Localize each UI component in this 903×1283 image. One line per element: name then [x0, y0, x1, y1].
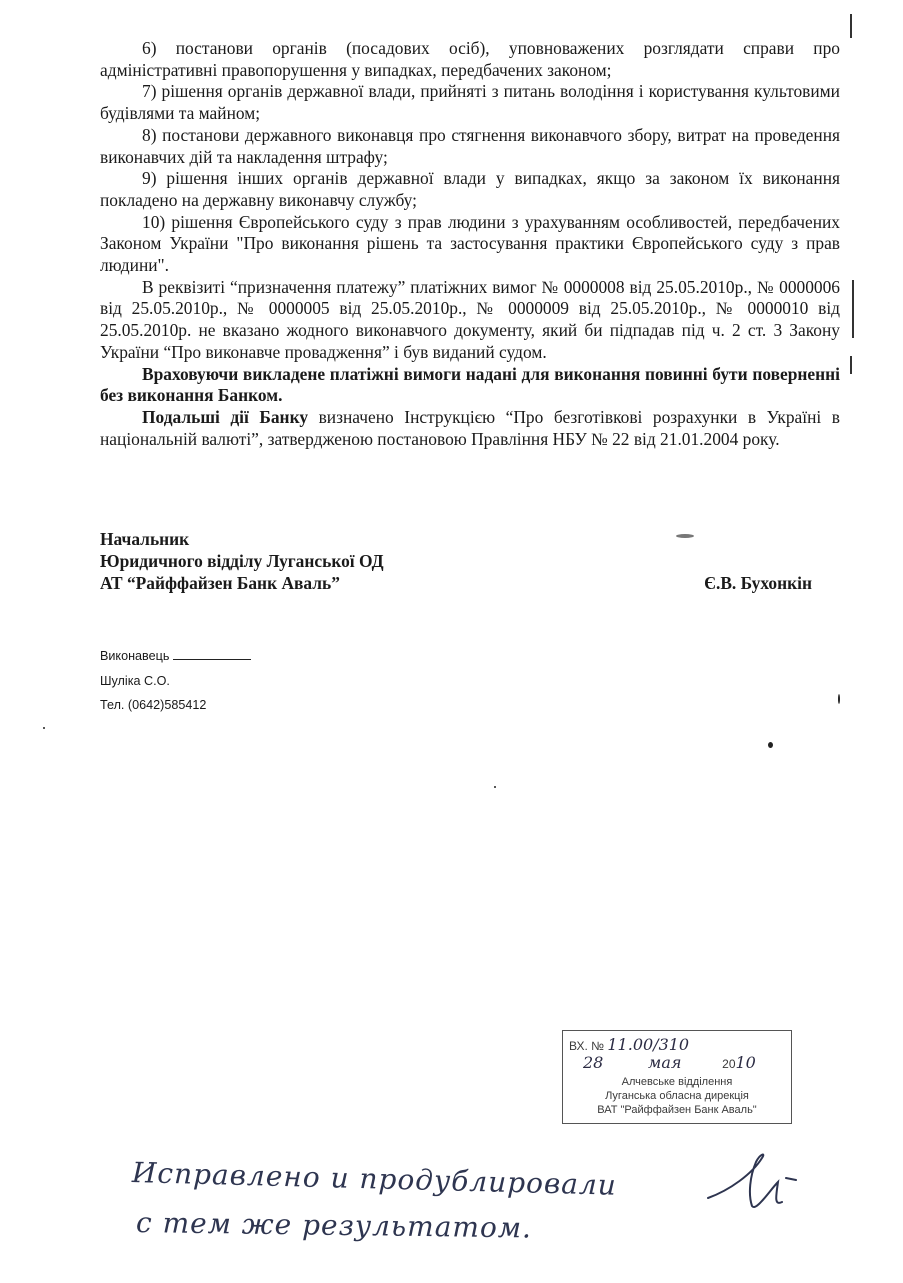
stamp-organization [563, 1075, 791, 1117]
paragraph-item-7: 7) рішення органів державної влади, прийняті з питань володіння і користування культовими будівлями та майном; [100, 81, 840, 124]
scan-speck [676, 534, 694, 538]
signature-title-line2: Юридичного відділу Луганської ОД [100, 551, 384, 571]
handwritten-signature [700, 1150, 810, 1220]
incoming-registration-stamp [562, 1030, 792, 1124]
handwritten-note [132, 1148, 617, 1248]
paragraph-item-9: 9) рішення інших органів державної влади у випадках, якщо за законом їх виконання покладено на державну виконавчу службу; [100, 168, 840, 210]
scan-speck [43, 727, 45, 729]
paragraph-conclusion: Враховуючи викладене платіжні вимоги надані для виконання повинні бути поверненні без виконання Банком. [100, 363, 840, 406]
document-body [100, 38, 840, 450]
scan-speck [494, 786, 496, 788]
paragraph-bold-prefix: Подальші дії Банку [142, 406, 319, 427]
executor-phone: Тел. (0642)585412 [100, 698, 207, 712]
stamp-date-row [583, 1053, 756, 1072]
scan-edge-mark [852, 280, 854, 338]
stamp-org-line3: ВАТ "Райффайзен Банк Аваль" [597, 1104, 757, 1116]
paragraph-payment-requisite: В реквізиті “призначення платежу” платіжних вимог № 0000008 від 25.05.2010р., № 0000006 від 25.05.2010р., № 0000005 від 25.05.2010р., № 0000009 від 25.05.2010р., № 0000010 від 25.05.2010р. не вказано жодного виконавчого документу, який би підпадав під ч. 2 ст. 3 Закону України “Про виконавче провадження” і був виданий судом. [100, 276, 840, 362]
scan-speck [838, 694, 840, 704]
stamp-number: 11.00/310 [607, 1035, 690, 1054]
stamp-prefix: ВХ. № [569, 1039, 605, 1053]
scan-edge-mark [850, 14, 852, 38]
signature-title-line1: Начальник [100, 529, 190, 549]
executor-label: Виконавець [100, 649, 170, 663]
paragraph-item-10: 10) рішення Європейського суду з прав людини з урахуванням особливостей, передбачених Законом України "Про виконання рішень та застосування практики Європейського суду з прав людини". [100, 211, 840, 276]
stamp-day: 28 [583, 1053, 604, 1072]
stamp-org-line1: Алчевське відділення [621, 1076, 733, 1088]
paragraph-item-6: 6) постанови органів (посадових осіб), уповноважених розглядати справи про адміністративні правопорушення у випадках, передбачених законом; [100, 38, 840, 80]
stamp-number-row [569, 1035, 689, 1054]
executor-name: Шуліка С.О. [100, 673, 170, 688]
executor-blank-line [173, 647, 251, 660]
handwritten-note-line2: с тем же результатом. [135, 1206, 533, 1245]
signatory-name: Є.В. Бухонкін [704, 573, 812, 593]
stamp-org-line2: Луганська обласна дирекція [605, 1090, 749, 1102]
stamp-month: мая [648, 1053, 682, 1072]
signature-title-line3: АТ “Райффайзен Банк Аваль” [100, 573, 340, 593]
executor-label-row [100, 644, 251, 669]
stamp-year-suffix: 10 [735, 1053, 756, 1072]
paragraph-item-8: 8) постанови державного виконавця про стягнення виконавчого збору, витрат на проведення виконавчих дій та накладення штрафу; [100, 124, 840, 167]
paragraph-further-actions: Подальші дії Банку визначено Інструкцією “Про безготівкові розрахунки в Україні в національній валюті”, затвердженою постановою Правління НБУ № 22 від 21.01.2004 року. [100, 406, 840, 449]
scan-speck [768, 742, 773, 748]
executor-block [100, 644, 251, 718]
handwritten-note-line1: Исправлено и продублировали [131, 1156, 618, 1202]
signature-block [100, 528, 812, 594]
scan-edge-mark [850, 356, 852, 374]
stamp-year-prefix: 20 [722, 1057, 736, 1071]
